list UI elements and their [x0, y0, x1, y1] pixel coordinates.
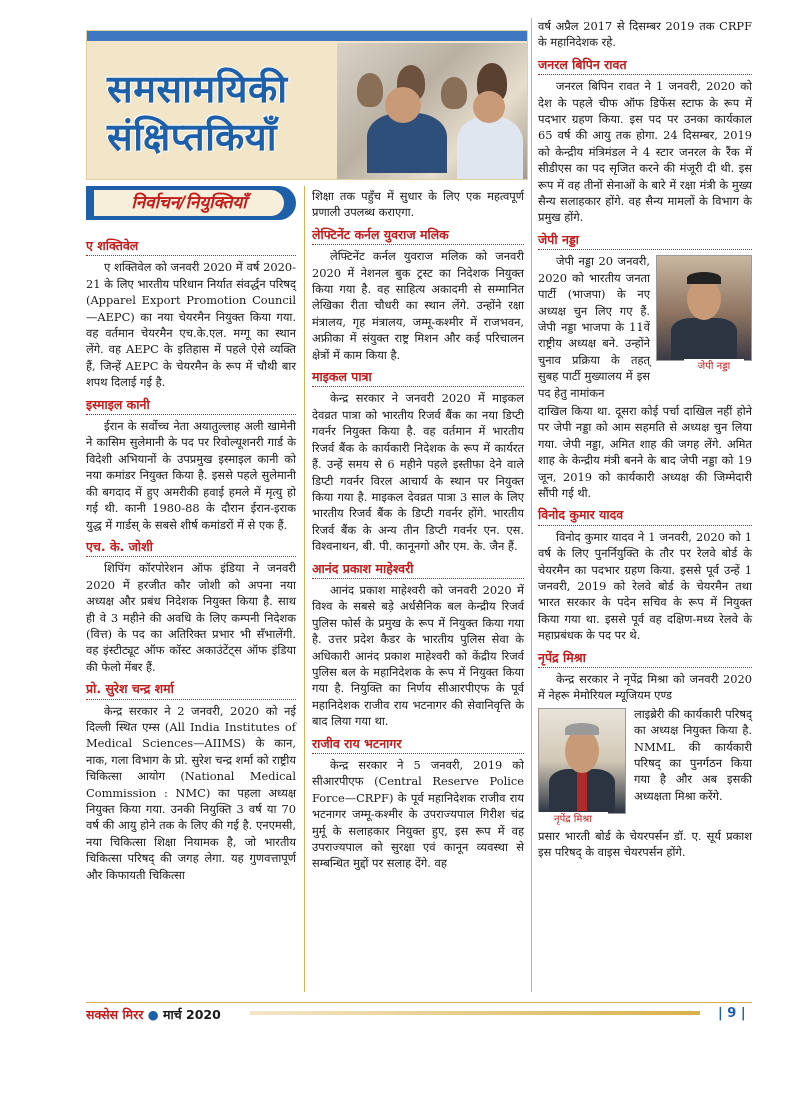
article-body: ईरान के सर्वोच्च नेता अयातुल्लाह अली खामेनी ने कासिम सुलेमानी के पद पर रिवोल्यूशनरी गार्ड के विदेशी अभियानों के उपप्रमुख इस्माइल कानी को नया कमांडर नियुक्त किया है. इससे पहले सुलेमानी की बगदाद में हुए अमरीकी हवाई हमले में मृत्यु हो गई थी. कानी 1980-88 के दौरान ईरान-इराक युद्ध में गार्डस् के सबसे शीर्ष कमांडरों में से एक हैं. — [86, 419, 296, 532]
article-body: वर्ष अप्रैल 2017 से दिसम्बर 2019 तक CRPF के महानिदेशक रहे. — [538, 19, 752, 50]
article-body: ए शक्तिवेल को जनवरी 2020 में वर्ष 2020-21 के लिए भारतीय परिधान निर्यात संवर्द्धन परिषद् (Apparel Export Promotion Council—AEPC) का नया चेयरमैन नियुक्त किया गया. वह वर्तमान चेयरमैन एच.के.एल. मग्गू का स्थान लेंगे. वह AEPC के इतिहास में पहले ऐसे व्यक्ति हैं, जिन्हें AEPC के चेयरमैन के रूप में चौथी बार शपथ दिलाई गई है. — [86, 260, 296, 390]
banner-title — [107, 65, 347, 161]
article-body: आनंद प्रकाश माहेश्वरी को जनवरी 2020 में विश्व के सबसे बड़े अर्धसैनिक बल केन्द्रीय रिजर्व पुलिस फोर्स के प्रमुख के रूप में नियुक्त किया गया है. उत्तर प्रदेश कैडर के भारतीय पुलिस सेवा के अधिकारी आनंद प्रकाश माहेश्वरी को केंद्रीय रिजर्व पुलिस बल के महानिदेशक के रूप में नियुक्त किया गया है. नियुक्ति का निर्णय सीआरपीएफ के पूर्व महानिदेशक राजीव राय भटनागर की सेवानिवृत्ति के बाद लिया गया था. — [312, 582, 524, 729]
photo-float — [656, 255, 752, 373]
section-tag: निर्वाचन/नियुक्तियाँ — [94, 190, 284, 216]
article-body: लेफ्टिनेंट कर्नल युवराज मलिक को जनवरी 2020 में नेशनल बुक ट्रस्ट का निदेशक नियुक्त किया गया है. वह साहित्य अकादमी से सम्मानित लेखिका रीता चौधरी का स्थान लेंगे. उन्होंने रक्षा मंत्रालय, गृह मंत्रालय, जम्मू-कश्मीर में राजभवन, अफ्रीका में संयुक्त राष्ट्र मिशन और कई परिचालन क्षेत्रों में काम किया है. — [312, 249, 524, 362]
article-body: शिपिंग कॉरपोरेशन ऑफ इंडिया ने जनवरी 2020 में हरजीत कौर जोशी को अपना नया अध्यक्ष और प्रबंध निदेशक नियुक्त किया है. साथ ही वे 3 महीने की अवधि के लिए कम्पनी निदेशक (वित्त) के पद का अतिरिक्त प्रभार भी सँभालेंगी. वह इंस्टीट्यूट ऑफ कॉस्ट अकाउंटेंट्स ऑफ इंडिया की फेलो मेंबर हैं. — [86, 561, 296, 674]
column-1 — [86, 232, 296, 885]
article-body: जनरल बिपिन रावत ने 1 जनवरी, 2020 को देश के पहले चीफ ऑफ डिफेंस स्टाफ के रूप में पदभार ग्रहण किया. इस पद पर उनका कार्यकाल 65 वर्ष की आयु तक होगा. 24 दिसम्बर, 2019 को केन्द्रीय मंत्रिमंडल ने 4 स्टार जनरल के रैंक में सीडीएस का पद सृजित करने की मंजूरी दी थी. इस रूप में वह तीनों सेनाओं के बारे में रक्षा मंत्री के मुख्य सैन्य सलाहकार होंगे. वह सैन्य मामलों के विभाग के प्रमुख होंगे. — [538, 79, 752, 225]
photo-caption: जेपी नड्डा — [684, 359, 744, 375]
classroom-image — [337, 43, 527, 179]
photo-float — [538, 708, 626, 826]
column-2 — [312, 188, 524, 874]
article-body: दाखिल किया था. दूसरा कोई पर्चा दाखिल नहीं होने पर जेपी नड्डा को आम सहमति से अध्यक्ष चुन लिया गया. जेपी नड्डा, अमित शाह की जगह लेंगे. अमित शाह के केन्द्रीय मंत्री बनने के बाद जेपी नड्डा को 19 जून, 2019 को कार्यकारी अध्यक्ष की जिम्मेदारी सौंपी गई थी. — [538, 403, 752, 500]
article-heading: आनंद प्रकाश माहेश्वरी — [312, 561, 524, 579]
article-body: जेपी नड्डा 20 जनवरी, 2020 को भारतीय जनता पार्टी (भाजपा) के नए अध्यक्ष चुन लिए गए हैं. जेपी नड्डा भाजपा के 11वें राष्ट्रीय अध्यक्ष बने. उन्होंने चुनाव प्रक्रिया के तहत् सुबह पार्टी मुख्यालय में इस पद हेतु नामांकन — [538, 254, 650, 400]
photo-caption: नृपेंद्र मिश्रा — [538, 812, 608, 828]
article-body: केन्द्र सरकार ने 5 जनवरी, 2019 को सीआरपीएफ (Central Reserve Police Force—CRPF) के पूर्व महानिदेशक राजीव राय भटनागर जम्मू-कश्मीर के उपराज्यपाल गिरीश चंद्र मुर्मू के सलाहकार नियुक्त हुए, इस रूप में वह उपराज्यपाल को सुरक्षा एवं कानून व्यवस्था से सम्बन्धित मुद्दों पर सलाह देंगे. वह — [312, 758, 524, 871]
banner-stripe — [87, 31, 527, 41]
column-divider — [531, 18, 532, 992]
article-heading: प्रो. सुरेश चन्द्र शर्मा — [86, 681, 296, 699]
article-heading: माइकल पात्रा — [312, 369, 524, 387]
article-heading: ए शक्तिवेल — [86, 238, 296, 256]
article-heading: जनरल बिपिन रावत — [538, 57, 752, 75]
article-body: प्रसार भारती बोर्ड के चेयरपर्सन डॉ. ए. सूर्य प्रकाश इस परिषद् के वाइस चेयरपर्सन होंगे. — [538, 828, 752, 860]
article-heading: राजीव राय भटनागर — [312, 736, 524, 754]
separator-dot-icon: ● — [147, 1007, 164, 1022]
column-3 — [538, 18, 752, 863]
article-body: शिक्षा तक पहुँच में सुधार के लिए एक महत्वपूर्ण प्रणाली उपलब्ध कराएगा. — [312, 189, 524, 220]
banner-title-line1: समसामयिकी — [107, 67, 288, 111]
article-heading: इस्माइल कानी — [86, 397, 296, 415]
banner-title-line2: संक्षिप्तकियाँ — [107, 115, 278, 159]
article-body: केन्द्र सरकार ने जनवरी 2020 में माइकल देवव्रत पात्रा को भारतीय रिजर्व बैंक का नया डिप्टी गवर्नर नियुक्त किया है. वह वर्तमान में भारतीय रिजर्व बैंक के कार्यकारी निदेशक के रूप में कार्यरत हैं. उन्हें समय से 6 महीने पहले इस्तीफा देने वाले डिप्टी गवर्नर विरल आचार्य के स्थान पर नियुक्त किया गया है. माइकल देवव्रत पात्रा 3 साल के लिए भारतीय रिजर्व बैंक के डिप्टी गवर्नर होंगे. भारतीय रिजर्व बैंक के अन्य तीन डिप्टी गवर्नर एन. एस. विश्वनाथन, बी. पी. कानूनगो और एम. के. जैन हैं. — [312, 391, 524, 554]
footer-magazine — [86, 1006, 221, 1023]
article-body: केन्द्र सरकार ने नृपेंद्र मिश्रा को जनवरी 2020 में नेहरू मेमोरियल म्यूजियम एण्ड — [538, 672, 752, 703]
magazine-name: सक्सेस मिरर — [86, 1007, 144, 1022]
nripendra-mishra-photo — [538, 708, 626, 814]
header-banner — [86, 30, 528, 180]
article-heading: एच. के. जोशी — [86, 539, 296, 557]
article-body: लाइब्रेरी की कार्यकारी परिषद् का अध्यक्ष नियुक्त किया है. NMML की कार्यकारी परिषद् का पुनर्गठन किया गया है और अब इसकी अध्यक्षता मिश्रा करेंगे. — [634, 706, 752, 803]
page-number: | 9 | — [718, 1006, 746, 1021]
article-body: विनोद कुमार यादव ने 1 जनवरी, 2020 को 1 वर्ष के लिए पुनर्नियुक्ति के तौर पर रेलवे बोर्ड के चेयरमैन का पदभार ग्रहण किया. इससे पूर्व उन्हें 1 जनवरी, 2019 को रेलवे बोर्ड के चेयरमैन तथा भारत सरकार के पदेन सचिव के रूप में नियुक्त किया गया था. इससे पूर्व वह दक्षिण-मध्य रेलवे के महाप्रबंधक के पद पर थे. — [538, 529, 752, 643]
column-divider — [304, 186, 305, 992]
issue-date: मार्च 2020 — [163, 1007, 221, 1022]
article-heading: जेपी नड्डा — [538, 232, 752, 250]
jp-nadda-photo — [656, 255, 752, 361]
article-heading: विनोद कुमार यादव — [538, 507, 752, 525]
article-heading: लेफ्टिनेंट कर्नल युवराज मलिक — [312, 227, 524, 245]
footer-accent — [250, 1011, 700, 1015]
article-body: केन्द्र सरकार ने 2 जनवरी, 2020 को नई दिल्ली स्थित एम्स (All India Institutes of Medical Sciences—AIIMS) के कान, नाक, गला विभाग के प्रो. सुरेश चन्द्र शर्मा को राष्ट्रीय चिकित्सा आयोग (National Medical Commission : NMC) का पहला अध्यक्ष नियुक्त किया गया. उनकी नियुक्ति 3 वर्ष या 70 वर्ष की आयु होने तक के लिए की गई है. एनएमसी, नया चिकित्सा शिक्षा नियामक है, जो भारतीय चिकित्सा परिषद् की जगह लेगा. यह गुणवत्तापूर्ण और किफायती चिकित्सा — [86, 703, 296, 882]
article-heading: नृपेंद्र मिश्रा — [538, 650, 752, 668]
footer-rule — [86, 1002, 752, 1003]
